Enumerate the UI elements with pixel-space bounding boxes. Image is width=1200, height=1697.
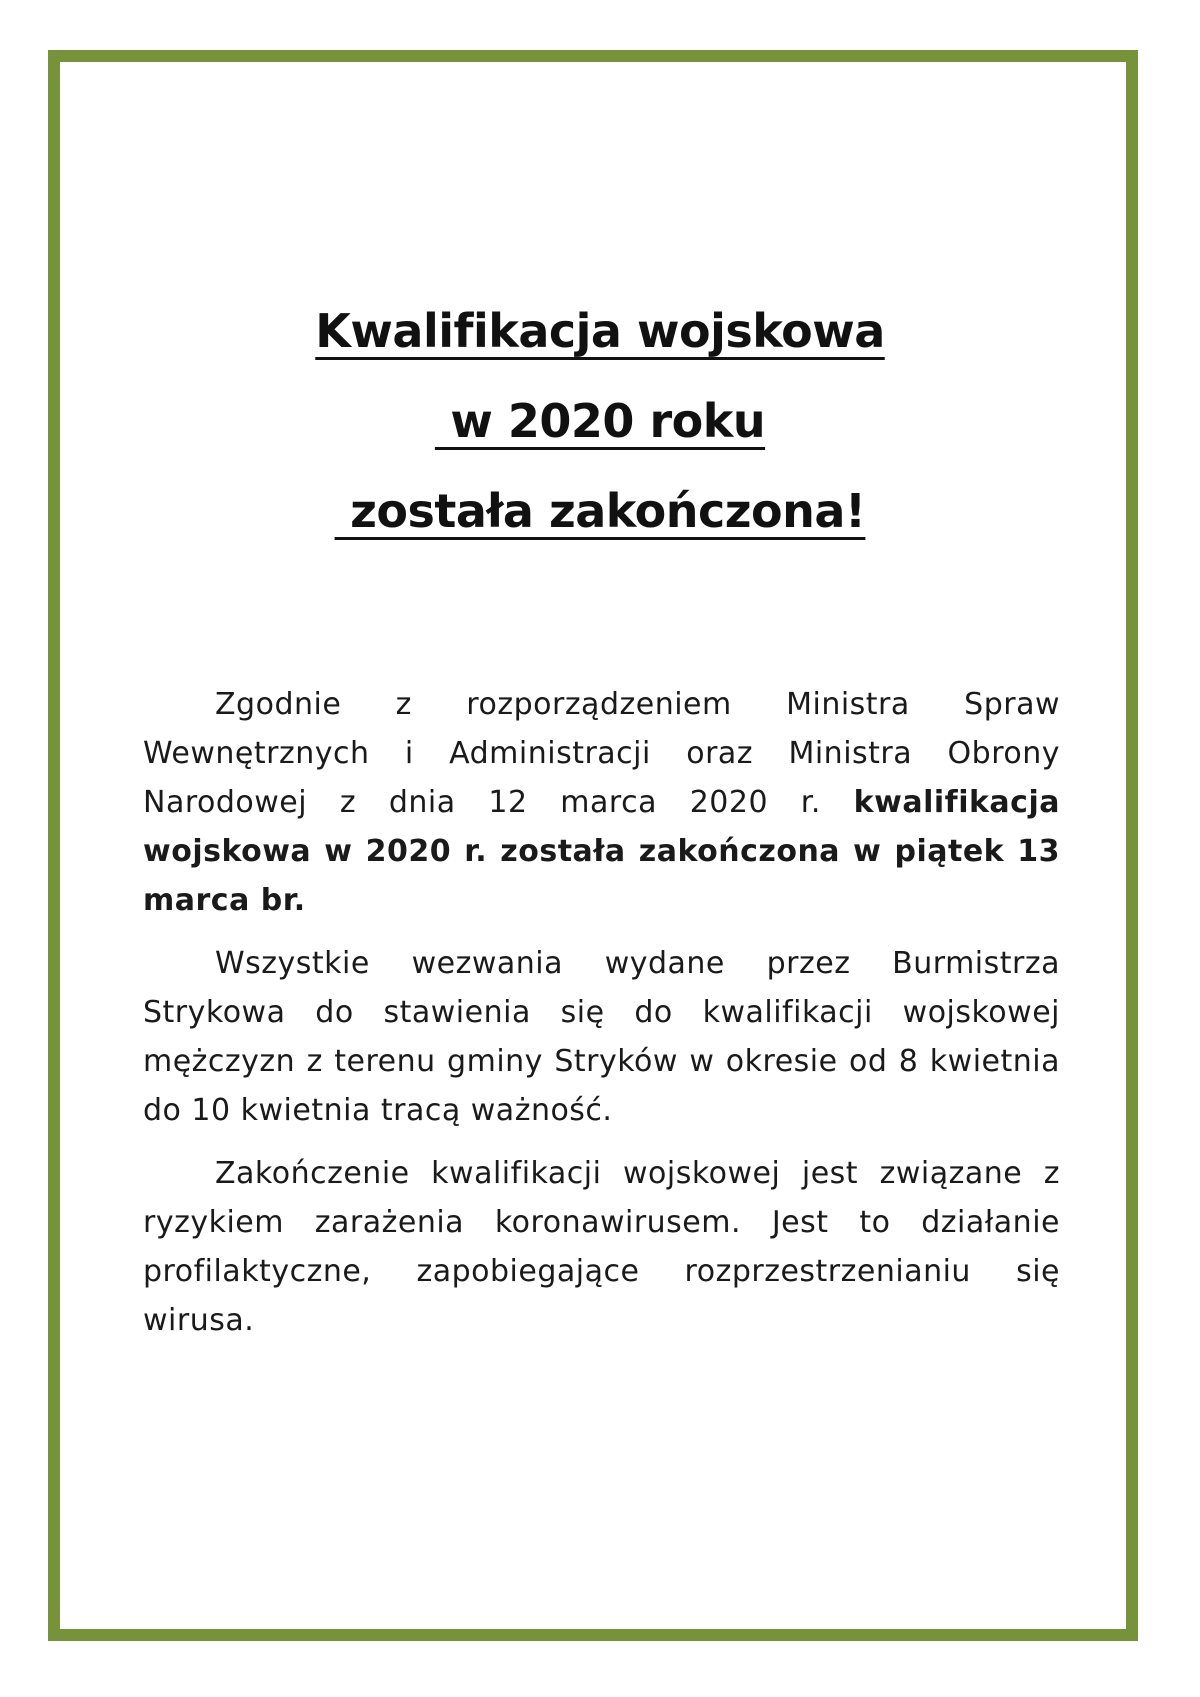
paragraph-summons: Wszystkie wezwania wydane przez Burmistrza Strykowa do stawienia się do kwalifikacji wojskowej mężczyzn z terenu gminy Stryków w okresie od 8 kwietnia do 10 kwietnia tracą ważność. [143, 946, 1060, 1128]
paragraph-reason: Zakończenie kwalifikacji wojskowej jest związane z ryzykiem zarażenia koronawirusem. Jest to działanie profilaktyczne, zapobiegające rozprzestrzenianiu się wirusa. [143, 1156, 1060, 1338]
title-line-1: Kwalifikacja wojskowa [315, 304, 885, 358]
title-line-2: w 2020 roku [434, 394, 766, 448]
announcement-title [0, 286, 1200, 556]
paragraph-regulation [143, 680, 1060, 925]
title-line-3: została zakończona! [334, 484, 866, 538]
announcement-body [143, 680, 1060, 1359]
paragraph-regulation-text: Zgodnie z rozporządzeniem Ministra Spraw Wewnętrznych i Administracji oraz Ministra Obrony Narodowej z dnia 12 marca 2020 r. [143, 687, 1060, 820]
paragraph-regulation-emphasis: kwalifikacja wojskowa w 2020 r. została zakończona w piątek 13 marca br. [143, 785, 1060, 918]
